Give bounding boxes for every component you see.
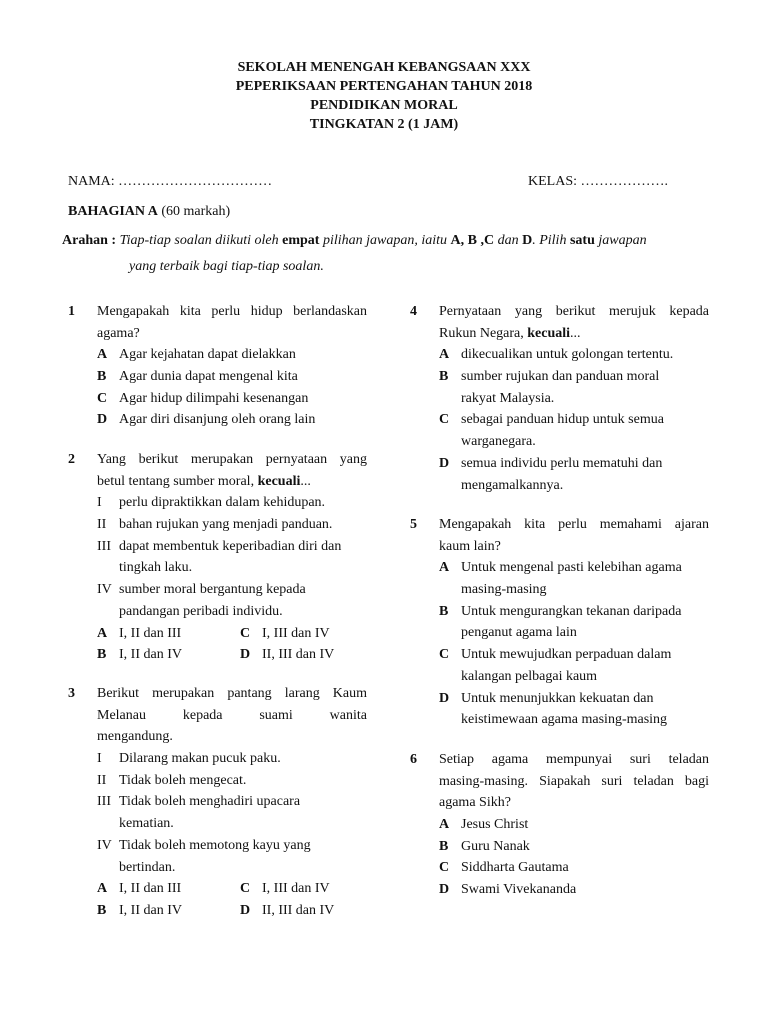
roman-numeral: IV: [97, 582, 112, 598]
option-c[interactable]: [240, 878, 330, 900]
statement-continuation: pandangan peribadi individu.: [119, 603, 283, 619]
option-d[interactable]: [240, 900, 334, 922]
question-number: 2: [68, 452, 75, 467]
question-number: 1: [68, 304, 75, 319]
roman-numeral: III: [97, 794, 111, 810]
option-c[interactable]: [240, 623, 330, 645]
option-b[interactable]: [97, 366, 367, 388]
question-stem: Yang berikut merupakan pernyataan yang: [97, 452, 367, 467]
option-text: Untuk mengenal pasti kelebihan agama: [461, 560, 682, 576]
option-text: I, II dan III: [119, 625, 182, 641]
statement-continuation: bertindan.: [119, 859, 176, 875]
option-letter: B: [97, 902, 107, 918]
section-title: BAHAGIAN A: [68, 204, 158, 219]
stem-emphasis: kecuali: [257, 473, 301, 489]
option-continuation: keistimewaan agama masing-masing: [461, 712, 668, 728]
instruction-emphasis: empat: [282, 233, 320, 248]
option-text: II, III dan IV: [262, 902, 335, 918]
instruction-emphasis: A, B ,C: [450, 233, 495, 248]
option-b[interactable]: [97, 900, 182, 922]
statement-iv: [97, 579, 367, 601]
option-letter: A: [97, 881, 108, 897]
question-stem: Mengapakah kita perlu memahami ajaran: [439, 517, 709, 532]
option-b[interactable]: [97, 644, 182, 666]
option-a[interactable]: [439, 814, 709, 836]
option-b[interactable]: [439, 366, 709, 388]
option-continuation: rakyat Malaysia.: [461, 390, 555, 406]
option-letter: C: [439, 412, 450, 428]
section-marks: (60 markah): [161, 204, 231, 219]
statement-iv: [97, 835, 367, 857]
statement-iii: [97, 536, 367, 558]
roman-numeral: II: [97, 517, 107, 533]
statement-text: Tidak boleh memotong kayu yang: [119, 837, 311, 853]
option-c[interactable]: [439, 644, 709, 666]
option-letter: D: [97, 412, 108, 428]
answer-row: [97, 644, 367, 666]
statement-continuation: tingkah laku.: [119, 560, 193, 576]
option-d[interactable]: [240, 644, 334, 666]
option-letter: C: [439, 647, 450, 663]
roman-numeral: III: [97, 538, 111, 554]
option-text: II, III dan IV: [262, 647, 335, 663]
option-letter: D: [439, 690, 450, 706]
school-name: SEKOLAH MENENGAH KEBANGSAAN XXX: [237, 60, 531, 75]
option-letter: D: [439, 882, 450, 898]
statement-text: Tidak boleh mengecat.: [119, 772, 247, 788]
option-text: I, II dan IV: [119, 902, 182, 918]
statement-text: perlu dipraktikkan dalam kehidupan.: [119, 495, 326, 511]
instruction-text: pilihan jawapan, iaitu: [322, 233, 448, 248]
exam-title: PEPERIKSAAN PERTENGAHAN TAHUN 2018: [235, 79, 533, 94]
roman-numeral: I: [97, 751, 102, 767]
question-stem: Setiap agama mempunyai suri teladan: [439, 752, 709, 767]
statement-i: [97, 748, 367, 770]
instruction-text: jawapan: [598, 233, 647, 248]
question-stem: agama?: [97, 325, 140, 341]
statement-i: [97, 492, 367, 514]
statement-text: sumber moral bergantung kepada: [119, 582, 306, 598]
option-text: I, II dan IV: [119, 647, 182, 663]
statement-ii: [97, 514, 367, 536]
option-letter: C: [240, 881, 251, 897]
option-d[interactable]: [439, 688, 709, 710]
option-d[interactable]: [439, 453, 709, 475]
option-a[interactable]: [439, 557, 709, 579]
option-continuation: masing-masing: [461, 582, 547, 598]
option-continuation: penganut agama lain: [461, 625, 577, 641]
statement-text: Dilarang makan pucuk paku.: [119, 751, 281, 767]
question-number: 3: [68, 686, 75, 701]
option-text: Agar kejahatan dapat dielakkan: [119, 347, 296, 363]
option-text: Untuk menunjukkan kekuatan dan: [461, 690, 654, 706]
question-number: 6: [410, 752, 417, 767]
option-text: Jesus Christ: [461, 817, 529, 833]
exam-header: [0, 58, 768, 134]
question-stem: Melanau kepada suami wanita: [97, 707, 367, 723]
option-letter: B: [439, 838, 449, 854]
statement-text: dapat membentuk keperibadian diri dan: [119, 538, 342, 554]
statement-text: bahan rujukan yang menjadi panduan.: [119, 517, 333, 533]
option-text: Untuk mewujudkan perpaduan dalam: [461, 647, 672, 663]
question-stem: masing-masing. Siapakah suri teladan bagi: [439, 773, 709, 789]
option-letter: B: [97, 647, 107, 663]
option-d[interactable]: [97, 409, 367, 431]
option-c[interactable]: [439, 409, 709, 431]
class-field: KELAS: ……………….: [528, 174, 668, 189]
question-stem: Berikut merupakan pantang larang Kaum: [97, 686, 367, 701]
option-letter: A: [97, 347, 108, 363]
roman-numeral: IV: [97, 837, 112, 853]
instruction-label: Arahan :: [62, 233, 117, 248]
stem-emphasis: kecuali: [527, 325, 571, 341]
option-a[interactable]: [97, 623, 181, 645]
option-text: Swami Vivekananda: [461, 882, 577, 898]
option-a[interactable]: [97, 344, 367, 366]
option-continuation: kalangan pelbagai kaum: [461, 668, 598, 684]
option-letter: B: [97, 369, 107, 385]
question-stem: kaum lain?: [439, 538, 501, 554]
option-letter: B: [439, 369, 449, 385]
roman-numeral: II: [97, 772, 107, 788]
option-b[interactable]: [439, 601, 709, 623]
option-letter: B: [439, 603, 449, 619]
stem-text: ...: [570, 325, 581, 341]
statement-iii: [97, 791, 367, 813]
option-c[interactable]: [97, 388, 367, 410]
question-stem: agama Sikh?: [439, 795, 511, 811]
stem-text: ...: [300, 473, 311, 489]
form-duration: TINGKATAN 2 (1 JAM): [309, 117, 459, 132]
option-letter: A: [439, 817, 450, 833]
answer-row: [97, 878, 367, 900]
answer-row: [97, 623, 367, 645]
roman-numeral: I: [97, 495, 102, 511]
option-text: Agar hidup dilimpahi kesenangan: [119, 390, 309, 406]
statement-text: Tidak boleh menghadiri upacara: [119, 794, 301, 810]
name-field: NAMA: ……………………………: [68, 174, 273, 189]
subject-title: PENDIDIKAN MORAL: [310, 98, 458, 113]
option-text: I, II dan III: [119, 881, 182, 897]
option-letter: D: [439, 455, 450, 471]
option-text: sumber rujukan dan panduan moral: [461, 369, 660, 385]
option-letter: A: [439, 560, 450, 576]
instruction-emphasis: D: [522, 233, 533, 248]
section-heading: [68, 204, 230, 220]
instruction-text: Tiap-tiap soalan diikuti oleh: [119, 233, 279, 248]
question-number: 4: [410, 304, 417, 319]
statement-continuation: kematian.: [119, 816, 174, 832]
question-stem: [97, 471, 367, 493]
answer-row: [97, 900, 367, 922]
option-text: I, III dan IV: [262, 881, 330, 897]
option-continuation: mengamalkannya.: [461, 477, 564, 493]
option-letter: D: [240, 902, 251, 918]
option-continuation: warganegara.: [461, 434, 536, 450]
option-text: Guru Nanak: [461, 838, 530, 854]
option-text: semua individu perlu mematuhi dan: [461, 455, 663, 471]
option-d[interactable]: [439, 879, 709, 901]
option-b[interactable]: [439, 836, 709, 858]
stem-text: betul tentang sumber moral,: [97, 473, 255, 489]
option-letter: D: [240, 647, 251, 663]
instruction-text: dan: [497, 233, 519, 248]
option-letter: A: [97, 625, 108, 641]
option-letter: C: [439, 860, 450, 876]
statement-ii: [97, 770, 367, 792]
option-text: I, III dan IV: [262, 625, 330, 641]
option-letter: A: [439, 347, 450, 363]
option-text: Siddharta Gautama: [461, 860, 569, 876]
option-letter: C: [97, 390, 108, 406]
option-c[interactable]: [439, 857, 709, 879]
question-stem: [439, 323, 709, 345]
question-stem: Mengapakah kita perlu hidup berlandaskan: [97, 304, 367, 319]
option-text: Agar diri disanjung oleh orang lain: [119, 412, 316, 428]
question-stem: Pernyataan yang berikut merujuk kepada: [439, 304, 709, 319]
option-text: Agar dunia dapat mengenal kita: [119, 369, 298, 385]
option-text: dikecualikan untuk golongan tertentu.: [461, 347, 674, 363]
instruction-line-2: yang terbaik bagi tiap-tiap soalan.: [129, 259, 324, 274]
instruction-emphasis: satu: [569, 233, 595, 248]
option-text: Untuk mengurangkan tekanan daripada: [461, 603, 682, 619]
option-letter: C: [240, 625, 251, 641]
option-a[interactable]: [439, 344, 709, 366]
question-stem: mengandung.: [97, 729, 173, 745]
instruction-line-1: [62, 233, 647, 249]
stem-text: Rukun Negara,: [439, 325, 524, 341]
option-text: sebagai panduan hidup untuk semua: [461, 412, 664, 428]
instruction-text: . Pilih: [532, 233, 567, 248]
option-a[interactable]: [97, 878, 181, 900]
question-number: 5: [410, 517, 417, 532]
